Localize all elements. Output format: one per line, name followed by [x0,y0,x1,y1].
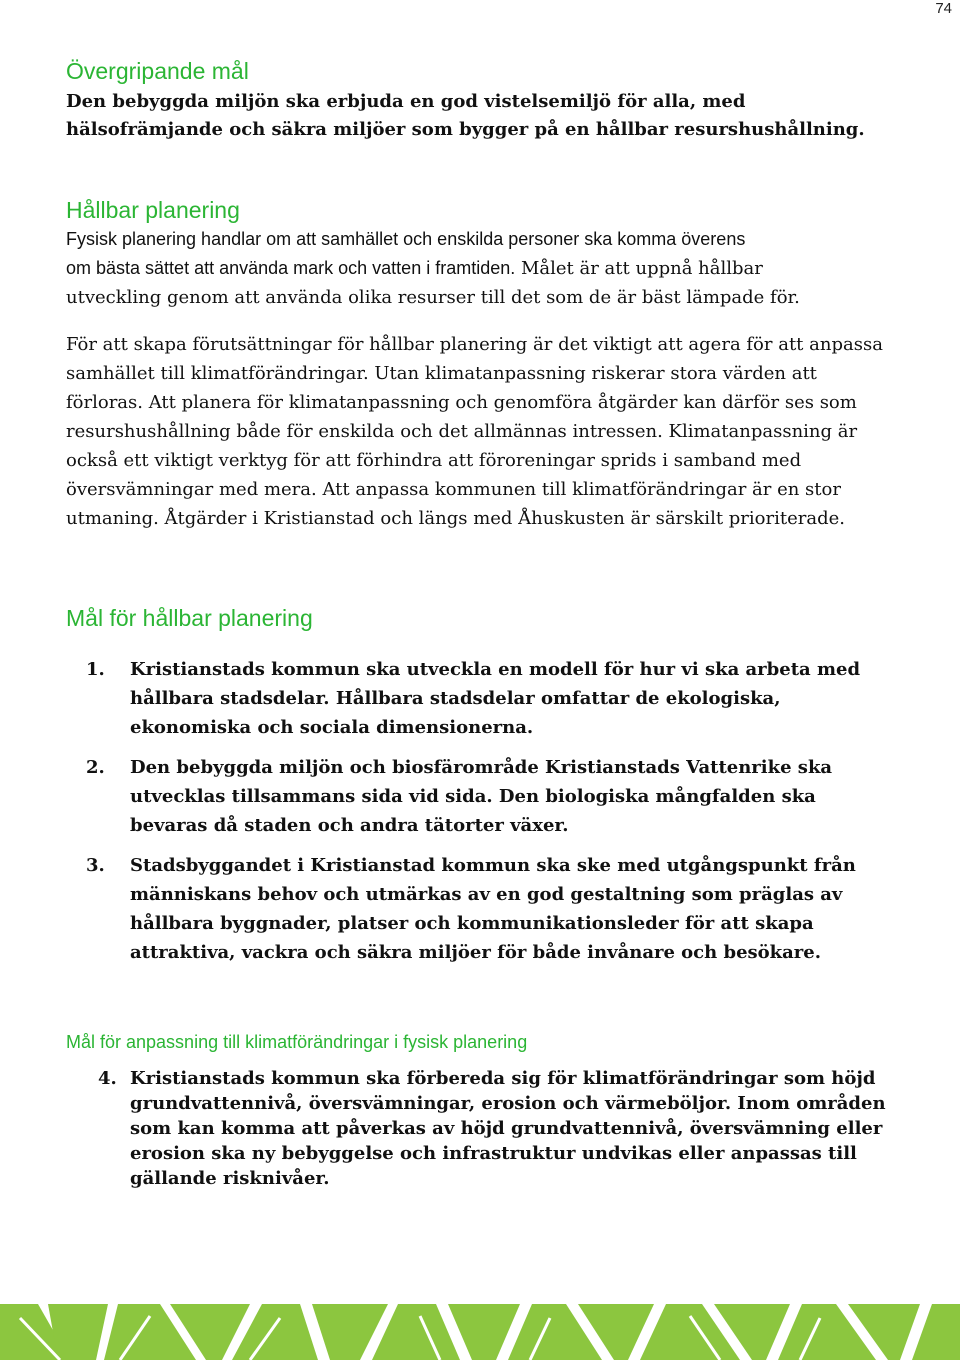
goals-heading: Mål för hållbar planering [66,605,313,631]
paragraph-line: För att skapa förutsättningar för hållbar planering är det viktigt att agera för att anpassa [66,334,883,355]
goal-number: 2. [86,757,105,778]
climate-goals-heading: Mål för anpassning till klimatförändringar i fysisk planering [66,1032,528,1052]
goal-line: Den bebyggda miljön och biosfärområde Kristianstads Vattenrike ska [130,757,833,778]
sustainable-planning-heading: Hållbar planering [66,197,240,223]
goal-line: utvecklas tillsammans sida vid sida. Den biologiska mångfalden ska [130,786,816,807]
goal-number: 3. [86,855,105,876]
paragraph-line: Fysisk planering handlar om att samhället och enskilda personer ska komma överens [66,229,746,249]
paragraph-line-part: Målet är att uppnå hållbar [515,258,763,279]
overall-goal-text [66,88,926,144]
goal-number: 4. [98,1068,117,1089]
goal-line: hållbara byggnader, platser och kommunikationsleder för att skapa [130,913,814,934]
paragraph-line: samhället till klimatförändringar. Utan klimatanpassning riskerar stora värden att [66,363,817,384]
goals-list [66,655,926,967]
goal-line: bevaras då staden och andra tätorter växer. [130,815,569,836]
goal-line: erosion ska ny bebyggelse och infrastruktur undvikas eller anpassas till [130,1143,857,1164]
paragraph-line: också ett viktigt verktyg för att förhindra att föroreningar sprids i samband med [66,450,802,471]
sustainable-planning-paragraph-1 [66,225,926,312]
goal-line: gällande risknivåer. [130,1168,330,1189]
paragraph-line-part: om bästa sättet att använda mark och vatten i framtiden. [66,258,516,278]
goal-line: Stadsbyggandet i Kristianstad kommun ska ske med utgångspunkt från [130,855,856,876]
goal-line: Kristianstads kommun ska förbereda sig för klimatförändringar som höjd [130,1068,876,1089]
goal-line: attraktiva, vackra och säkra miljöer för både invånare och besökare. [130,942,822,963]
overall-goal-line: Den bebyggda miljön ska erbjuda en god vistelsemiljö för alla, med [66,91,746,112]
goal-number: 1. [86,659,105,680]
footer-pattern [0,1304,960,1360]
goal-line: som kan komma att påverkas av höjd grundvattennivå, översvämning eller [130,1118,883,1139]
overall-goal-heading: Övergripande mål [66,58,249,84]
paragraph-line: resurshushållning både för enskilda och det allmännas intressen. Klimatanpassning är [66,421,858,442]
goal-line: ekonomiska och sociala dimensionerna. [130,717,534,738]
goal-item-2 [66,753,926,840]
goal-item-4 [66,1066,926,1191]
goal-line: grundvattennivå, översvämningar, erosion och värmeböljor. Inom områden [130,1093,886,1114]
goal-line: hållbara stadsdelar. Hållbara stadsdelar omfattar de ekologiska, [130,688,781,709]
goal-line: Kristianstads kommun ska utveckla en modell för hur vi ska arbeta med [130,659,861,680]
paragraph-line: utmaning. Åtgärder i Kristianstad och längs med Åhuskusten är särskilt prioriterade. [66,508,845,529]
document-body [66,56,926,1191]
paragraph-line: förloras. Att planera för klimatanpassning och genomföra åtgärder kan därför ses som [66,392,857,413]
decorative-footer-band [0,1296,960,1360]
page-number: 74 [935,0,952,17]
goal-item-1 [66,655,926,742]
paragraph-line [66,254,926,283]
sustainable-planning-paragraph-2 [66,330,926,533]
paragraph-line: utveckling genom att använda olika resurser till det som de är bäst lämpade för. [66,287,800,308]
goal-line: människans behov och utmärkas av en god gestaltning som präglas av [130,884,843,905]
paragraph-line: översvämningar med mera. Att anpassa kommunen till klimatförändringar är en stor [66,479,841,500]
goal-item-3 [66,851,926,967]
climate-goals-list [66,1066,926,1191]
overall-goal-line: hälsofrämjande och säkra miljöer som bygger på en hållbar resurshushållning. [66,119,865,140]
